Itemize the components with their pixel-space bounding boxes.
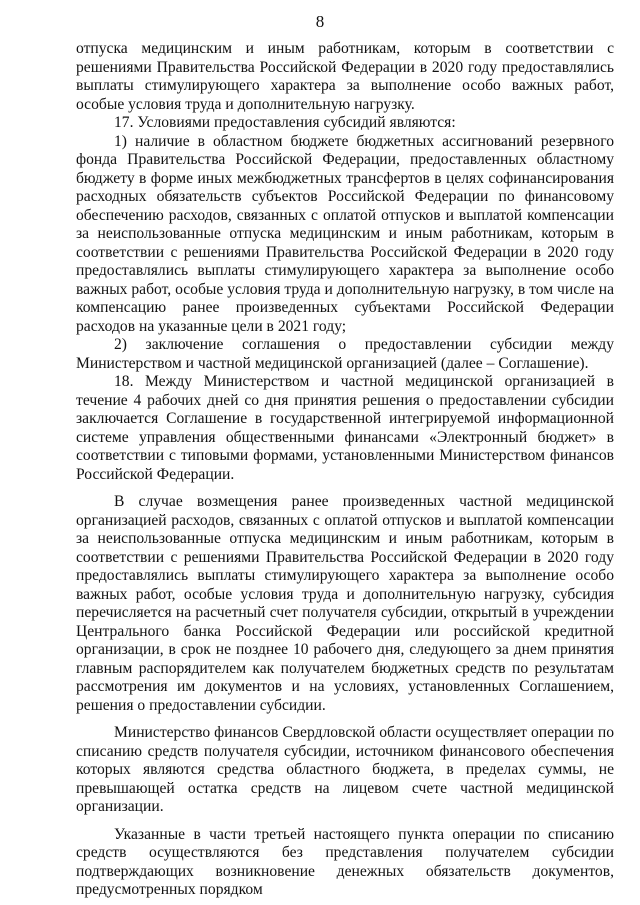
page-number: 8 [315,12,325,31]
paragraph-ministry-of-finance: Министерство финансов Свердловской области осуществляет операции по списанию средств получателя субсидии, источником финансового обеспечения которых являются средства областного бюджета, в пределах суммы, не превышающей остатка средств на лицевом счете частной медицинской организации. [76,724,614,815]
paragraph-continuation: отпуска медицинским и иным работникам, которым в соответствии с решениями Правительства Российской Федерации в 2020 году предоставлялись выплаты стимулирующего характера за выполнение особо важных работ, особые условия труда и дополнительную нагрузку. [76,40,614,113]
document-body [76,40,614,900]
paragraph-item-18: 18. Между Министерством и частной медицинской организацией в течение 4 рабочих дней со дня принятия решения о предоставлении субсидии заключается Соглашение в государственной интегрируемой информационной системе управления общественными финансами «Электронный бюджет» в соответствии с типовыми формами, установленными Министерством финансов Российской Федерации. [76,373,614,483]
paragraph-item-17: 17. Условиями предоставления субсидий являются: [114,114,456,131]
paragraph-debit-operations: Указанные в части третьей настоящего пункта операции по списанию средств осуществляются без представления получателем субсидии подтверждающих возникновение денежных обязательств документов, предусмотренных порядком [76,825,614,898]
paragraph-reimbursement: В случае возмещения ранее произведенных частной медицинской организацией расходов, связанных с оплатой отпусков и выплатой компенсации за неиспользованные отпуска медицинским и иным работникам, которым в соответствии с решениями Правительства Российской Федерации в 2020 году предоставлялись выплаты стимулирующего характера за выполнение особо важных работ, особые условия труда и дополнительную нагрузку, субсидия перечисляется на расчетный счет получателя субсидии, открытый в учреждении Центрального банка Российской Федерации или российской кредитной организации, в срок не позднее 10 рабочего дня, следующего за днем принятия главным распорядителем как получателем бюджетных средств по результатам рассмотрения им документов и на условиях, установленных Соглашением, решения о предоставлении субсидии. [76,493,614,714]
paragraph-condition-1: 1) наличие в областном бюджете бюджетных ассигнований резервного фонда Правительства Российской Федерации, предоставленных областному бюджету в форме иных межбюджетных трансфертов в целях софинансирования расходных обязательств субъектов Российской Федерации по финансовому обеспечению расходов, связанных с оплатой отпусков и выплатой компенсации за неиспользованные отпуска медицинским и иным работникам, которым в соответствии с решениями Правительства Российской Федерации в 2020 году предоставлялись выплаты стимулирующего характера за выполнение особо важных работ, особые условия труда и дополнительную нагрузку, в том числе на компенсацию ранее произведенных субъектами Российской Федерации расходов на указанные цели в 2021 году; [76,132,614,335]
paragraph-condition-2: 2) заключение соглашения о предоставлении субсидии между Министерством и частной медицинской организацией (далее – Соглашение). [76,336,614,372]
